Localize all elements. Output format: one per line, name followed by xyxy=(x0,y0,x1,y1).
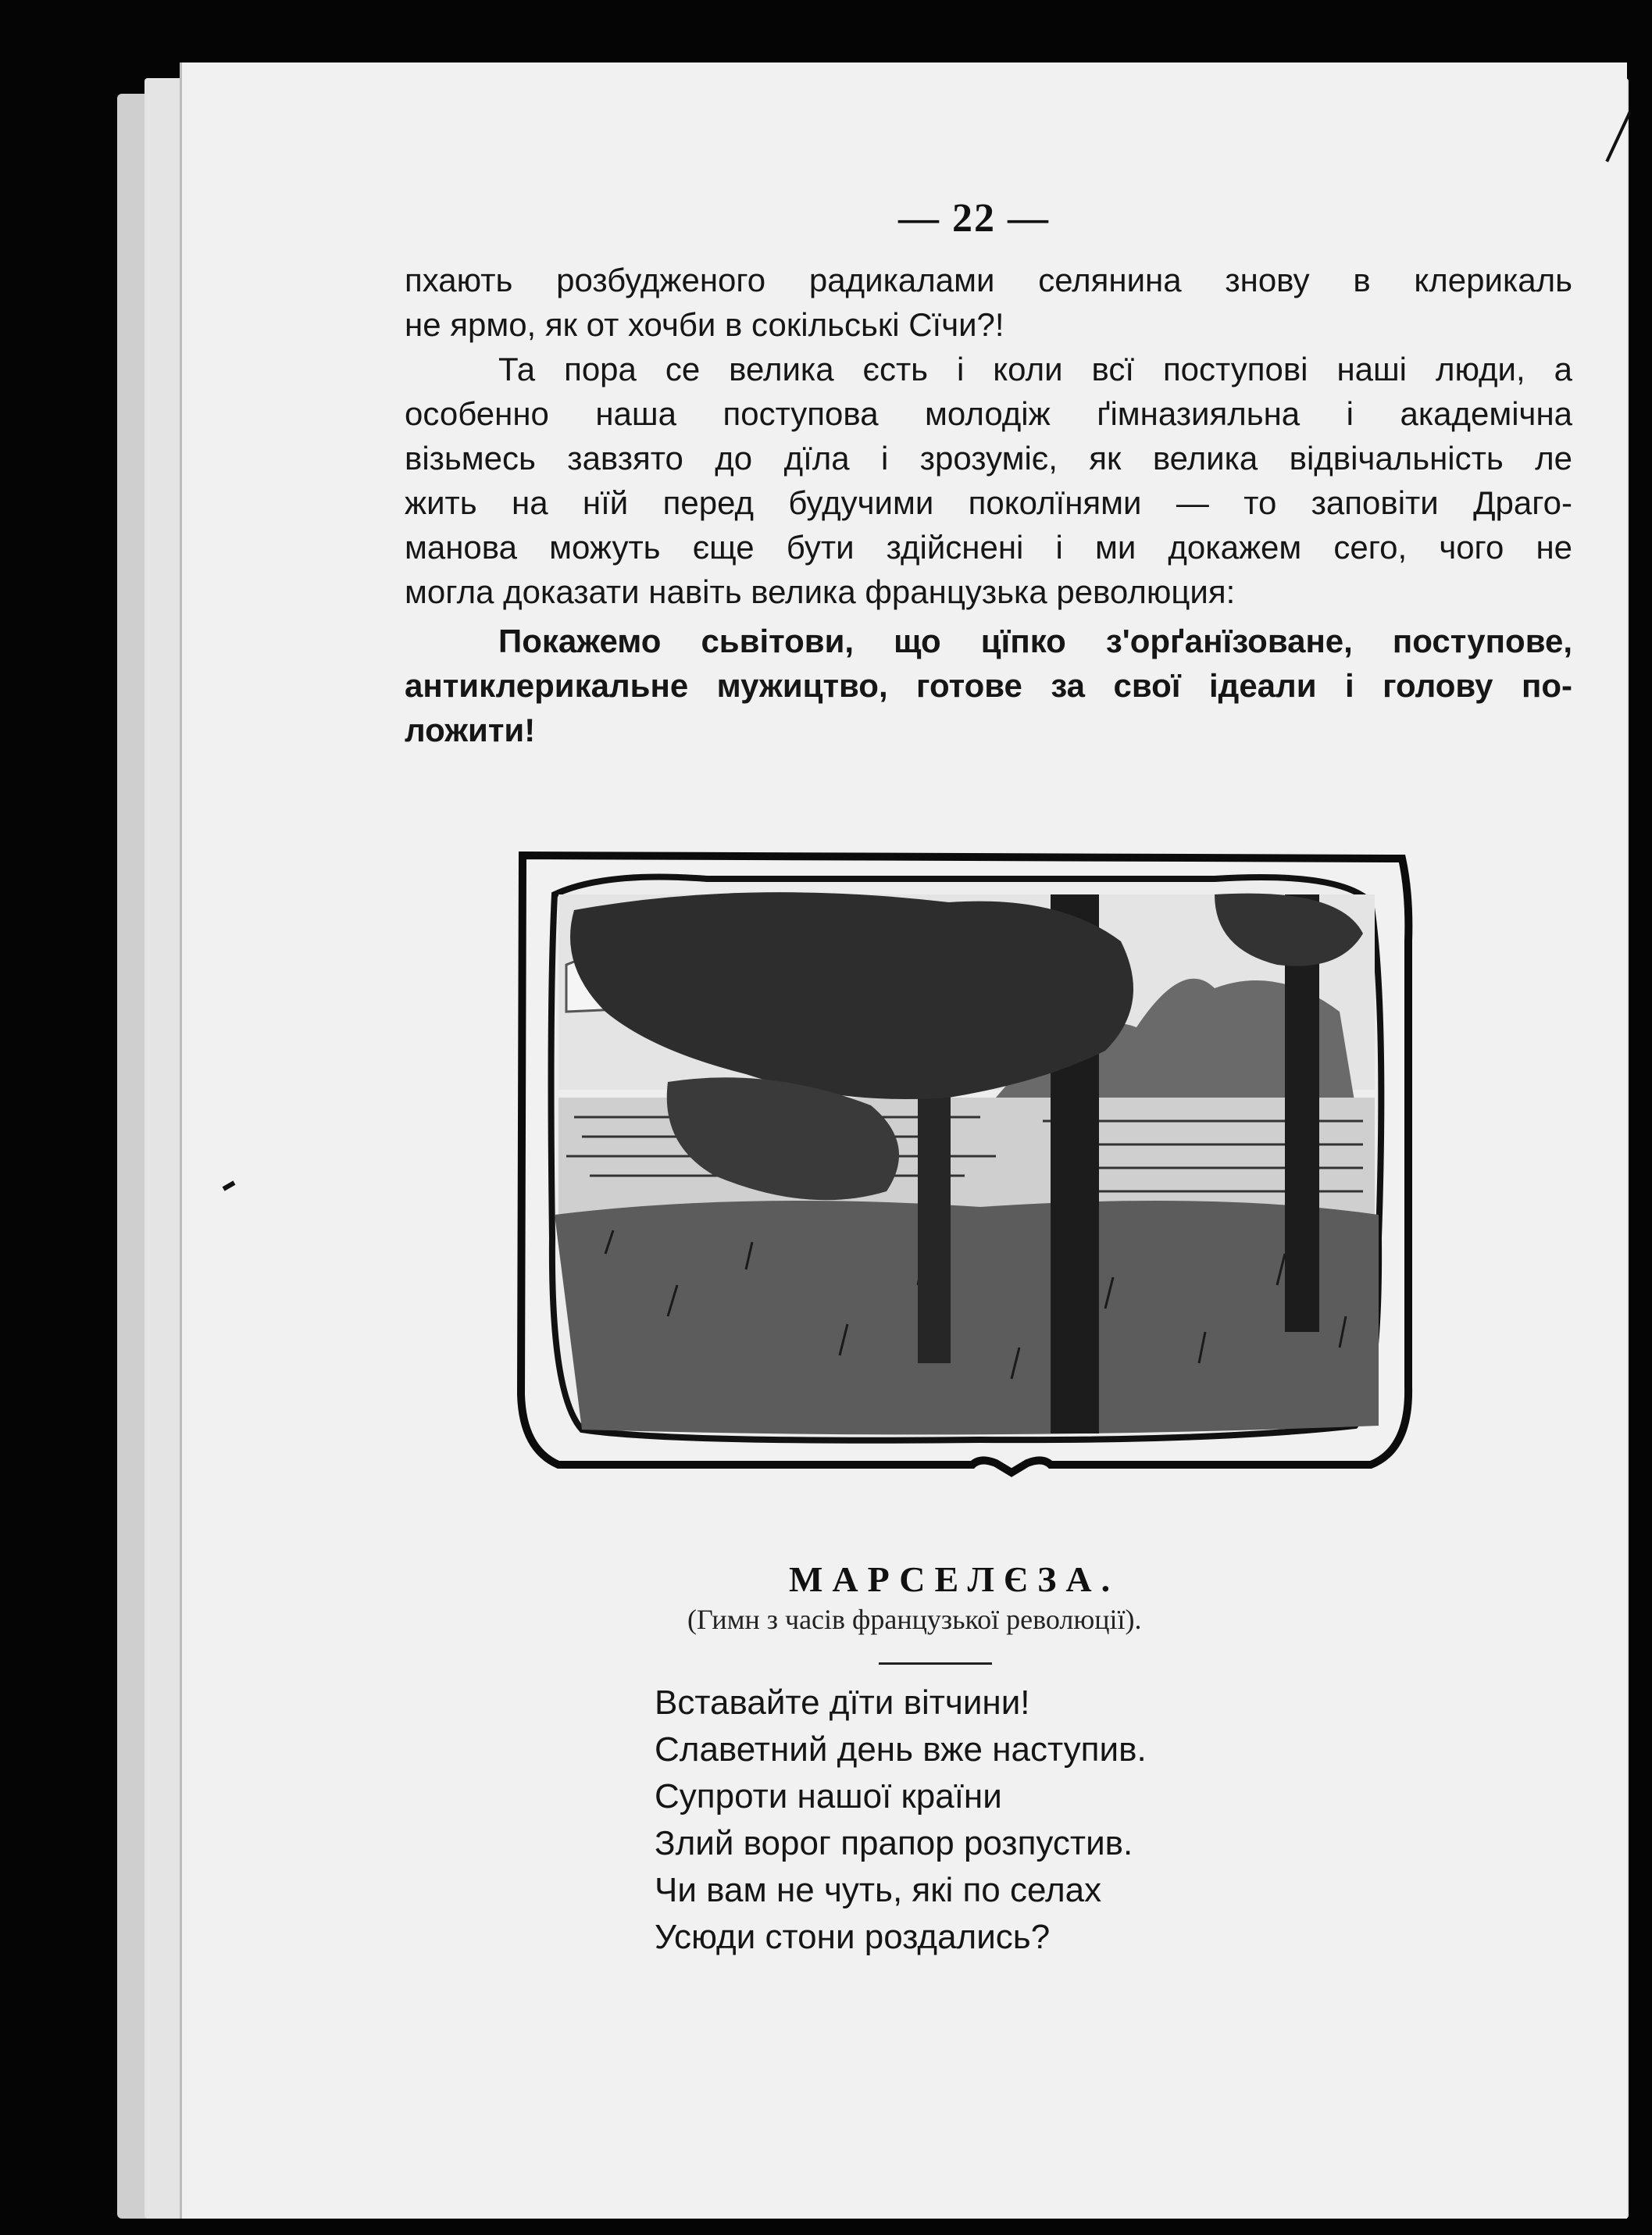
text-line: пхають розбудженого радикалами селянина знову в клерикаль xyxy=(405,262,1572,298)
text-line: могла доказати навіть велика французька революция: xyxy=(405,573,1236,610)
divider xyxy=(879,1662,992,1665)
body-text xyxy=(405,258,1572,752)
text-line: особенно наша поступова молодіж ґімназияльна і академічна xyxy=(405,395,1572,432)
poem-title: МАРСЕЛЄЗА. xyxy=(789,1559,1120,1599)
text-line: манова можуть єще бути здійснені і ми докажем сего, чого не xyxy=(405,529,1572,566)
poem-line: Злий ворог прапор розпустив. xyxy=(655,1824,1133,1862)
text-line: Та пора се велика єсть і коли всї поступові наші люди, а xyxy=(498,351,1572,387)
poem-subtitle: (Гимн з часів французької революції). xyxy=(687,1604,1142,1635)
text-line: Покажемо сьвітови, що цїпко з'орґанїзоване, поступове, xyxy=(498,623,1572,659)
poem-text xyxy=(655,1680,1147,1961)
page-number: — 22 — xyxy=(898,196,1050,241)
text-line: жить на нїй перед будучими поколїнями — то заповіти Драго- xyxy=(405,484,1572,521)
poem-line: Славетний день вже наступив. xyxy=(655,1730,1147,1769)
poem-line: Усюди стони роздались? xyxy=(655,1918,1051,1956)
text-line: візьмесь завзято до дїла і зрозуміє, як велика відвічальність ле xyxy=(405,440,1572,477)
poem-line: Вставайте дїти вітчини! xyxy=(655,1683,1030,1722)
text-line: ложити! xyxy=(405,712,536,748)
text-line: антиклерикальне мужицтво, готове за свої ідеали і голову по- xyxy=(405,667,1572,704)
paragraph-1 xyxy=(405,258,1572,347)
poem-line: Чи вам не чуть, які по селах xyxy=(655,1871,1102,1909)
text-line: не ярмо, як от хочби в сокільські Сїчи?! xyxy=(405,306,1004,343)
woodcut-forest-lake-illustration xyxy=(512,848,1418,1480)
poem-line: Супроти нашої країни xyxy=(655,1777,1002,1815)
paragraph-3-bold xyxy=(405,619,1572,752)
paragraph-2 xyxy=(405,347,1572,614)
